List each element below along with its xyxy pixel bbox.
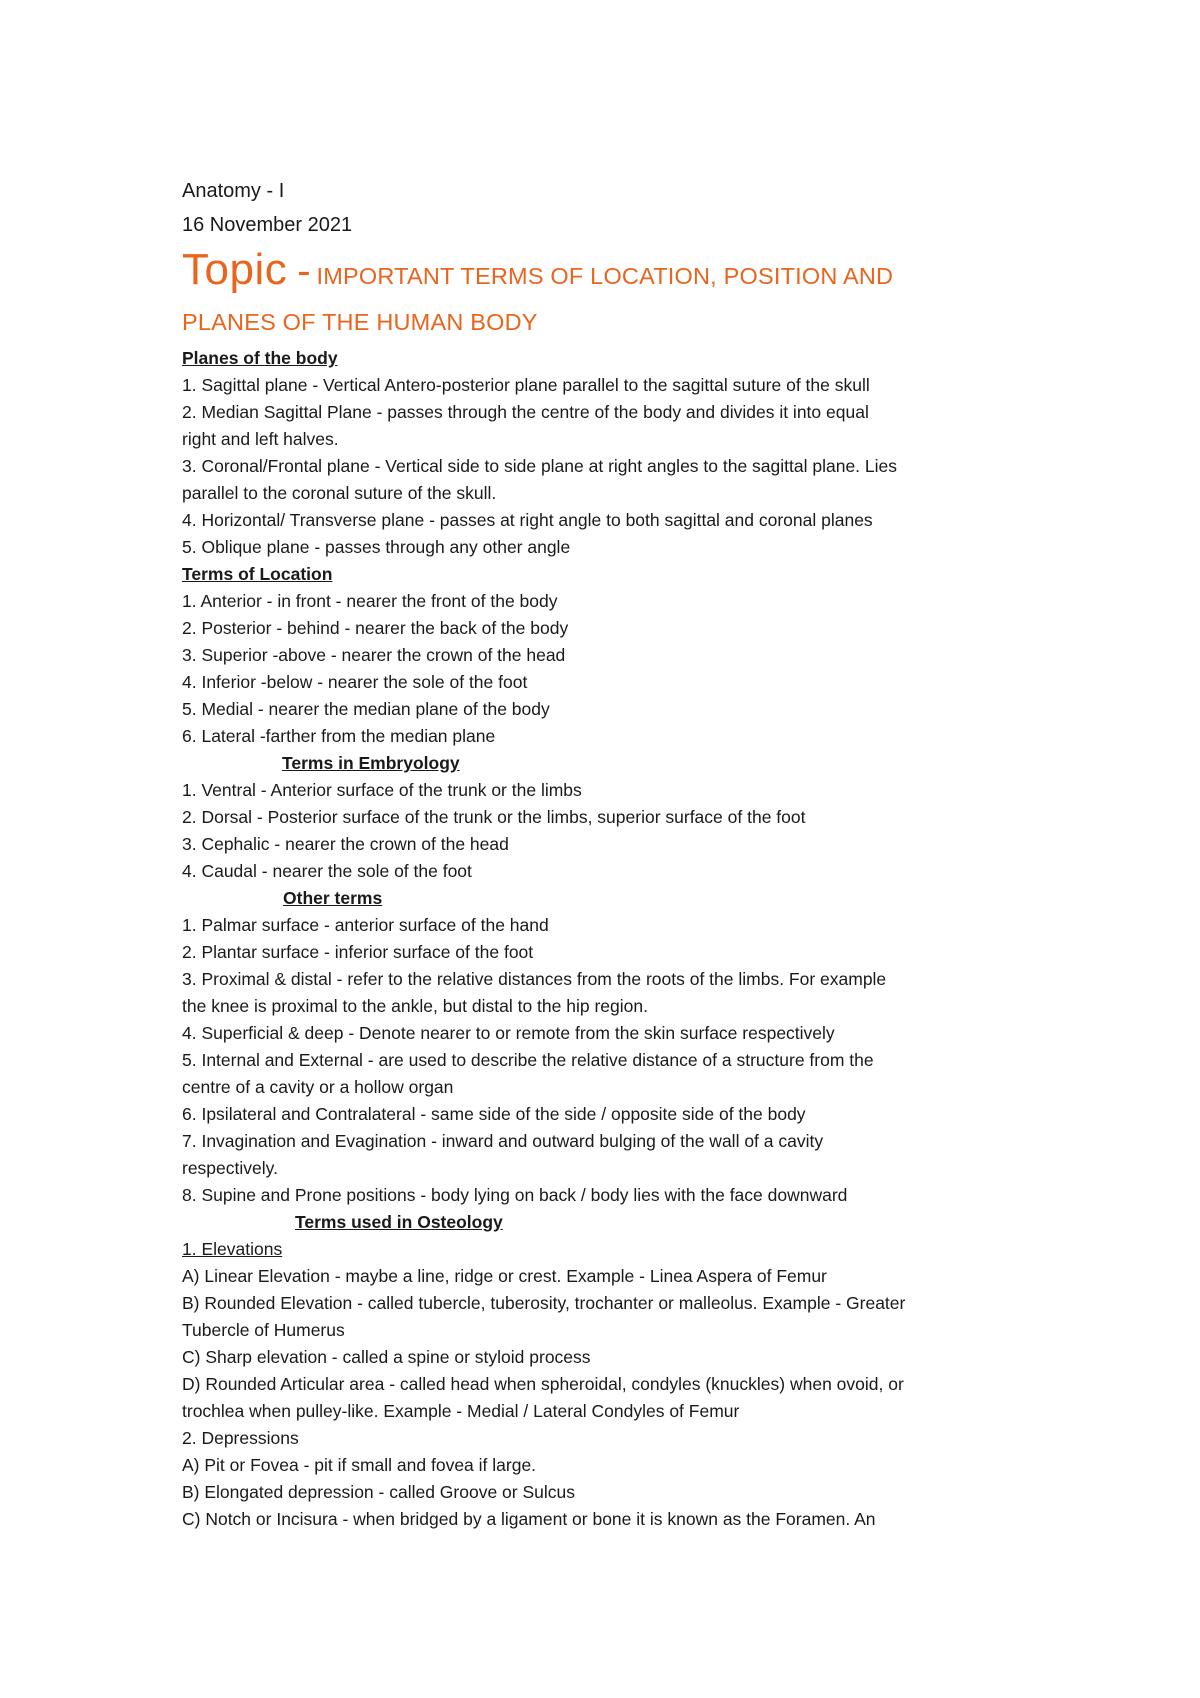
- section-heading: Terms of Location: [182, 564, 333, 584]
- text-line: A) Pit or Fovea - pit if small and fovea if large.: [182, 1455, 537, 1475]
- text-line: C) Sharp elevation - called a spine or styloid process: [182, 1347, 591, 1367]
- text-line: 5. Internal and External - are used to describe the relative distance of a structure from the: [182, 1050, 874, 1070]
- section-heading: Planes of the body: [182, 348, 338, 368]
- text-line: 3. Proximal & distal - refer to the relative distances from the roots of the limbs. For example: [182, 969, 887, 989]
- text-line: C) Notch or Incisura - when bridged by a ligament or bone it is known as the Foramen. An: [182, 1509, 876, 1529]
- section-other-terms: [182, 885, 1062, 1209]
- text-line: 2. Dorsal - Posterior surface of the trunk or the limbs, superior surface of the foot: [182, 807, 806, 827]
- topic-word: Topic: [182, 245, 288, 294]
- section-heading: Terms used in Osteology: [295, 1212, 503, 1232]
- text-line: 1. Palmar surface - anterior surface of the hand: [182, 915, 549, 935]
- text-line: the knee is proximal to the ankle, but distal to the hip region.: [182, 996, 648, 1016]
- text-line: 7. Invagination and Evagination - inward and outward bulging of the wall of a cavity: [182, 1131, 824, 1151]
- section-planes: [182, 345, 1062, 561]
- text-line: B) Elongated depression - called Groove or Sulcus: [182, 1482, 575, 1502]
- text-line: 2. Median Sagittal Plane - passes through the centre of the body and divides it into equal: [182, 402, 869, 422]
- text-line: 2. Plantar surface - inferior surface of the foot: [182, 942, 534, 962]
- depressions-heading: 2. Depressions: [182, 1428, 299, 1448]
- text-line: 4. Superficial & deep - Denote nearer to or remote from the skin surface respectively: [182, 1023, 835, 1043]
- text-line: 1. Sagittal plane - Vertical Antero-posterior plane parallel to the sagittal suture of the skull: [182, 375, 870, 395]
- text-line: 4. Horizontal/ Transverse plane - passes at right angle to both sagittal and coronal planes: [182, 510, 873, 530]
- text-line: 6. Lateral -farther from the median plane: [182, 726, 496, 746]
- document-date: 16 November 2021: [182, 214, 353, 236]
- section-heading: Terms in Embryology: [282, 753, 460, 773]
- text-line: 2. Posterior - behind - nearer the back of the body: [182, 618, 569, 638]
- text-line: 5. Medial - nearer the median plane of the body: [182, 699, 550, 719]
- text-line: parallel to the coronal suture of the skull.: [182, 483, 497, 503]
- text-line: respectively.: [182, 1158, 278, 1178]
- topic-title-line-2: PLANES OF THE HUMAN BODY: [182, 309, 538, 335]
- elevations-heading: 1. Elevations: [182, 1239, 283, 1259]
- document-content: [182, 174, 1062, 1533]
- text-line: D) Rounded Articular area - called head when spheroidal, condyles (knuckles) when ovoid, or: [182, 1374, 904, 1394]
- text-line: 3. Coronal/Frontal plane - Vertical side to side plane at right angles to the sagittal plane. Lies: [182, 456, 898, 476]
- text-line: right and left halves.: [182, 429, 339, 449]
- topic-heading: [182, 245, 1062, 345]
- text-line: centre of a cavity or a hollow organ: [182, 1077, 454, 1097]
- course-title: Anatomy - I: [182, 180, 285, 202]
- text-line: 4. Caudal - nearer the sole of the foot: [182, 861, 472, 881]
- text-line: 5. Oblique plane - passes through any other angle: [182, 537, 571, 557]
- section-location: [182, 561, 1062, 750]
- text-line: 1. Ventral - Anterior surface of the trunk or the limbs: [182, 780, 582, 800]
- text-line: 6. Ipsilateral and Contralateral - same side of the side / opposite side of the body: [182, 1104, 806, 1124]
- text-line: 3. Superior -above - nearer the crown of the head: [182, 645, 566, 665]
- section-heading: Other terms: [283, 888, 383, 908]
- section-embryology: [182, 750, 1062, 885]
- text-line: 3. Cephalic - nearer the crown of the head: [182, 834, 509, 854]
- text-line: 4. Inferior -below - nearer the sole of the foot: [182, 672, 528, 692]
- text-line: B) Rounded Elevation - called tubercle, tuberosity, trochanter or malleolus. Example - Greater: [182, 1293, 906, 1313]
- text-line: 8. Supine and Prone positions - body lying on back / body lies with the face downward: [182, 1185, 848, 1205]
- text-line: 1. Anterior - in front - nearer the front of the body: [182, 591, 558, 611]
- topic-dash: -: [297, 249, 311, 293]
- section-osteology: [182, 1209, 1062, 1533]
- text-line: A) Linear Elevation - maybe a line, ridge or crest. Example - Linea Aspera of Femur: [182, 1266, 827, 1286]
- topic-title-line-1: IMPORTANT TERMS OF LOCATION, POSITION AND: [316, 263, 894, 289]
- text-line: Tubercle of Humerus: [182, 1320, 345, 1340]
- text-line: trochlea when pulley-like. Example - Medial / Lateral Condyles of Femur: [182, 1401, 740, 1421]
